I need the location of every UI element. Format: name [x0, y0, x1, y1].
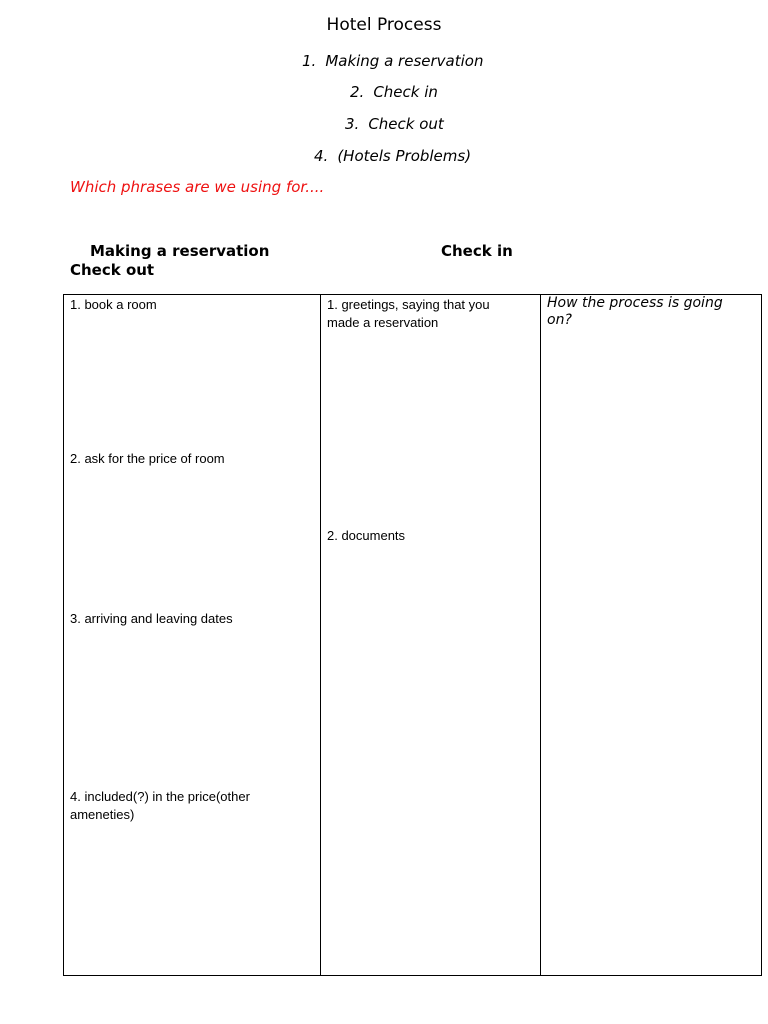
step-number: 2. — [350, 83, 365, 101]
column-divider — [320, 295, 321, 975]
reservation-phrase-1: 1. book a room — [70, 297, 157, 312]
step-number: 4. — [314, 147, 329, 165]
third-column-note-line-1: How the process is going — [547, 295, 723, 311]
header-check-in: Check in — [441, 242, 513, 260]
step-number: 1. — [302, 52, 317, 70]
step-number: 3. — [345, 115, 360, 133]
check-in-phrase-2: 2. documents — [327, 528, 406, 543]
header-check-out: Check out — [70, 261, 155, 279]
process-step-reservation — [302, 52, 483, 70]
process-step-hotel-problems — [314, 147, 471, 165]
phrases-table — [63, 294, 762, 976]
prompt-question: Which phrases are we using for.... — [70, 178, 325, 196]
process-step-check-out — [345, 115, 444, 133]
reservation-phrase-4-line-2: ameneties) — [70, 807, 135, 822]
header-making-reservation: Making a reservation — [90, 242, 270, 260]
reservation-phrase-2: 2. ask for the price of room — [70, 451, 225, 466]
step-label: Check in — [373, 83, 438, 101]
step-label: Check out — [368, 115, 444, 133]
check-in-phrase-1-line-2: made a reservation — [327, 315, 439, 330]
step-label: (Hotels Problems) — [337, 147, 472, 165]
third-column-note-line-2: on? — [547, 312, 572, 328]
column-divider — [540, 295, 541, 975]
page-title: Hotel Process — [326, 15, 442, 35]
check-in-phrase-1-line-1: 1. greetings, saying that you — [327, 297, 490, 312]
step-label: Making a reservation — [325, 52, 484, 70]
reservation-phrase-3: 3. arriving and leaving dates — [70, 611, 233, 626]
process-step-check-in — [350, 83, 438, 101]
reservation-phrase-4-line-1: 4. included(?) in the price(other — [70, 789, 250, 804]
